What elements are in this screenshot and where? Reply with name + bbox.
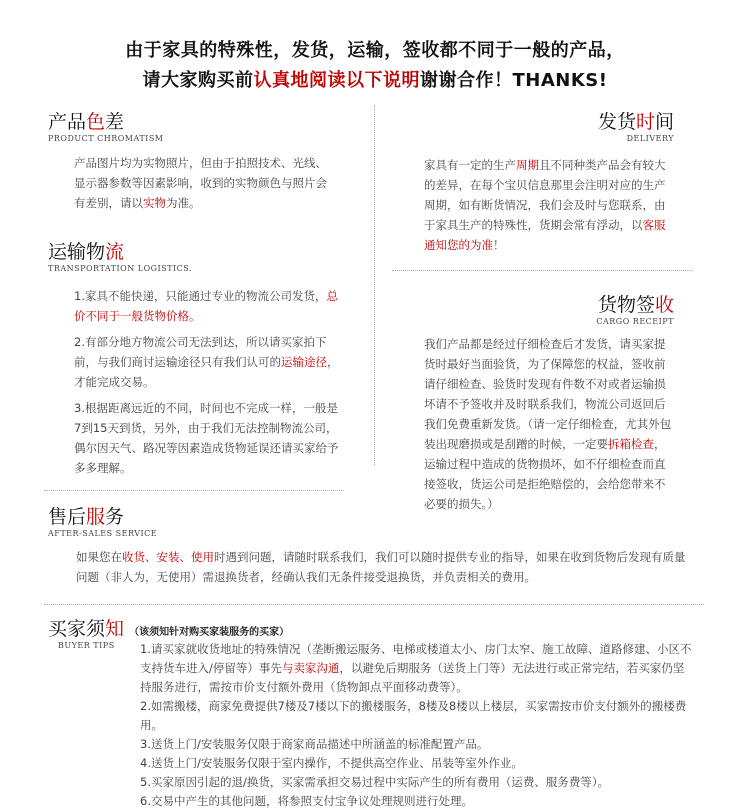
buyer-item-4: 4.送货上门/安装服务仅限于室内操作，不提供高空作业、吊装等室外作业。 (140, 756, 523, 770)
header-line-2: 请大家购买前认真地阅读以下说明谢谢合作！THANKS! (142, 70, 608, 91)
section-delivery (560, 107, 674, 143)
vertical-divider (374, 105, 375, 465)
cargo-title: 货物签收 (597, 294, 674, 316)
chromatism-text: 产品图片均为实物照片，但由于拍照技术、光线、显示器参数等因素影响，收到的实物颜色与照片会有差别，请以实物为准。 (74, 156, 327, 210)
transport-item-3: 3.根据距离远近的不同，时间也不完成一样，一般是7到15天到货，另外，由于我们无法控制物流公司，偶尔因天气、路况等因素造成货物延误还请买家给予多多理解。 (74, 401, 339, 475)
cargo-subtitle: CARGO RECEIPT (596, 317, 674, 326)
section-service (48, 502, 157, 538)
service-text: 如果您在收货、安装、使用时遇到问题，请随时联系我们，我们可以随时提供专业的指导，如果在收到货物后发现有质量问题（非人为，无使用）需退换货者，经确认我们无条件接受退换货，并负责相关的费用。 (76, 550, 686, 584)
buyer-item-1: 1.请买家就收货地址的特殊情况（垄断搬运服务、电梯或楼道太小、房门太窄、施工故障、道路修建、小区不支持货车进入/停留等）事先与卖家沟通，以避免后期服务（送货上门等）无法进行或正常完结，若买家仍坚持服务进行，需按市价支付额外费用（货物卸点平面移动费等）。 (140, 642, 692, 694)
section-transport (48, 237, 192, 273)
chromatism-subtitle: PRODUCT CHROMATISM (48, 134, 164, 143)
transport-text (74, 286, 342, 484)
section-chromatism (48, 107, 164, 143)
buyer-list (140, 640, 695, 811)
divider-right-1 (392, 270, 692, 271)
divider-left-1 (44, 490, 344, 491)
header-line-1: 由于家具的特殊性，发货，运输，签收都不同于一般的产品， (125, 40, 625, 61)
chromatism-title: 产品色差 (48, 111, 125, 133)
buyer-item-2: 2.如需搬楼，商家免费提供7楼及7楼以下的搬楼服务，8楼及8楼以上楼层，买家需按市价支付额外的搬楼费用。 (140, 699, 687, 732)
cargo-text: 我们产品都是经过仔细检查后才发货，请买家提货时最好当面验货，为了保障您的权益，签收前请仔细检查、验货时发现有件数不对或者运输损坏请不予签收并及时联系我们，物流公司返回后我们免费重新发货。（请一定仔细检查，尤其外包装出现磨损或是刮蹭的时候，一定要拆箱检查，运输过程中造成的货物损坏，如不仔细检查而直接签收，货运公司是拒绝赔偿的，会给您带来不必要的损失。） (424, 337, 672, 511)
transport-subtitle: TRANSPORTATION LOGISTICS. (48, 264, 193, 273)
buyer-note: （该须知针对购买家装服务的买家） (129, 627, 290, 638)
buyer-item-3: 3.送货上门/安装服务仅限于商家商品描述中所涵盖的标准配置产品。 (140, 737, 489, 751)
delivery-title: 发货时间 (597, 111, 674, 133)
transport-title: 运输物流 (48, 241, 125, 263)
section-cargo (560, 290, 674, 326)
buyer-title: 买家须知 (48, 618, 125, 640)
buyer-item-6: 6.交易中产生的其他问题，将参照支付宝争议处理规则进行处理。 (140, 794, 473, 808)
delivery-text: 家具有一定的生产周期且不同种类产品会有较大的差异，在每个宝贝信息那里会注明对应的生产周期，如有断货情况，我们会及时与您联系，由于家具生产的特殊性，货期会常有浮动，以客服通知您的为准！ (424, 158, 666, 252)
service-title: 售后服务 (48, 506, 125, 528)
transport-item-1: 1.家具不能快递，只能通过专业的物流公司发货，总价不同于一般货物价格。 (74, 289, 338, 323)
transport-item-2: 2.有部分地方物流公司无法到达，所以请买家拍下前，与我们商讨运输途径只有我们认可的运输途径，才能完成交易。 (74, 335, 339, 389)
buyer-subtitle: BUYER TIPS (58, 641, 115, 650)
service-subtitle: AFTER-SALES SERVICE (48, 529, 158, 538)
buyer-title-row (48, 614, 289, 641)
buyer-item-5: 5.买家原因引起的退/换货，买家需承担交易过程中实际产生的所有费用（运费、服务费等）。 (140, 775, 610, 789)
divider-bottom (44, 604, 704, 605)
delivery-subtitle: DELIVERY (626, 134, 674, 143)
